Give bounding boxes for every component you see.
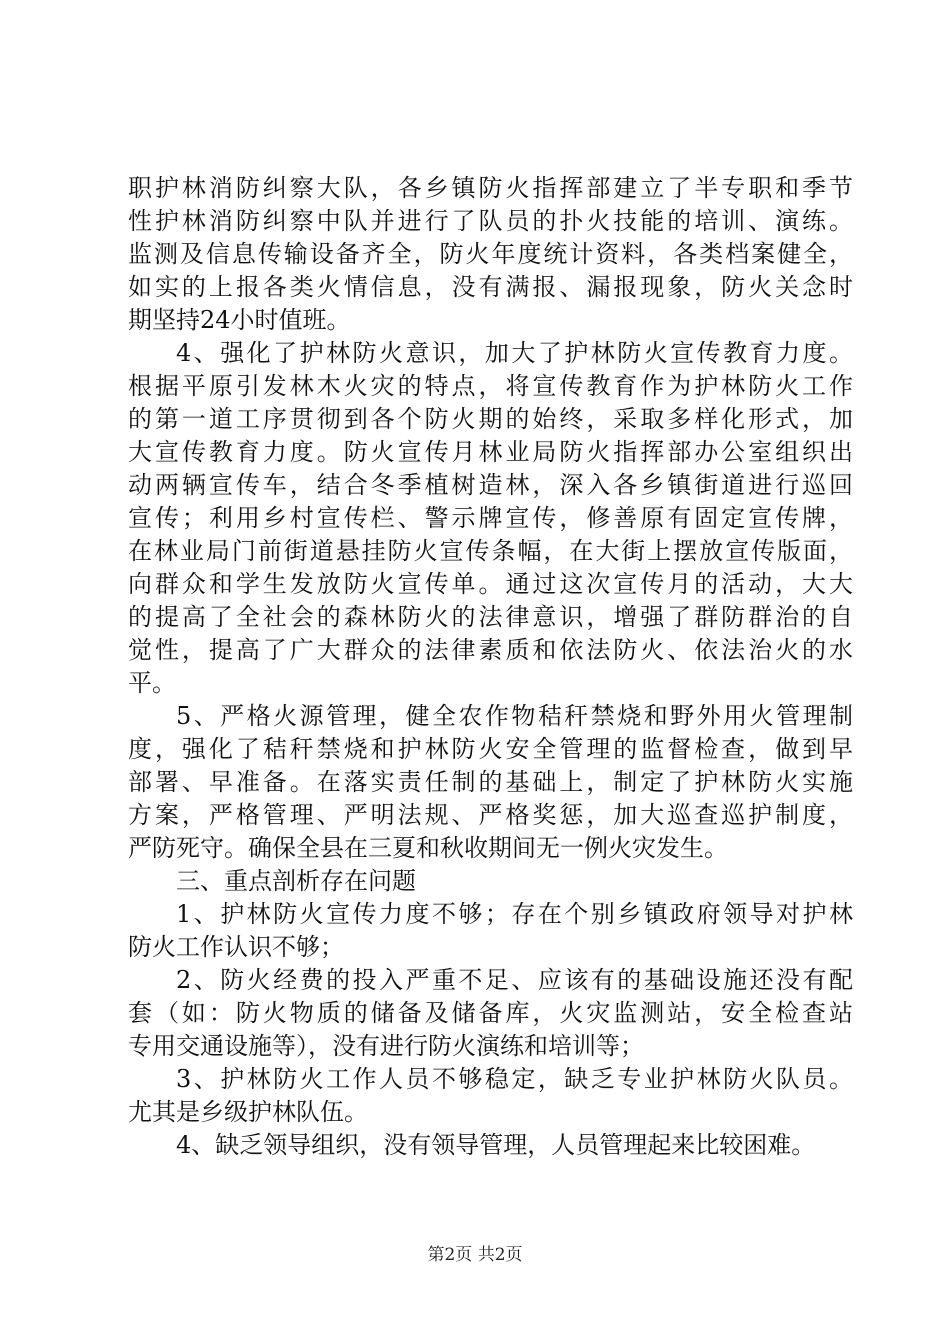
text-line: 在林业局门前街道悬挂防火宣传条幅，在大街上摆放宣传版面， (128, 537, 853, 565)
text-line: 严防死守。确保全县在三夏和秋收期间无一例火灾发生。 (128, 834, 728, 862)
text-line: 大宣传教育力度。防火宣传月林业局防火指挥部办公室组织出 (128, 438, 853, 466)
text-line: 平。 (128, 669, 176, 697)
text-line: 部署、早准备。在落实责任制的基础上，制定了护林防火实施 (128, 768, 853, 796)
text-line: 专用交通设施等），没有进行防火演练和培训等； (128, 1032, 644, 1060)
paragraph-first-line: 1、护林防火宣传力度不够；存在个别乡镇政府领导对护林 (176, 900, 853, 928)
text-line: 尤其是乡级护林队伍。 (128, 1098, 368, 1126)
text-line: 期坚持24小时值班。 (128, 306, 351, 334)
section-heading: 三、重点剖析存在问题 (176, 867, 416, 895)
paragraph-first-line: 3、护林防火工作人员不够稳定，缺乏专业护林防火队员。 (176, 1065, 853, 1093)
text-line: 防火工作认识不够； (128, 933, 344, 961)
paragraph-first-line: 4、强化了护林防火意识，加大了护林防火宣传教育力度。 (176, 339, 853, 367)
text-line: 动两辆宣传车，结合冬季植树造林，深入各乡镇街道进行巡回 (128, 471, 853, 499)
text-line: 的提高了全社会的森林防火的法律意识，增强了群防群治的自 (128, 603, 853, 631)
text-line: 的第一道工序贯彻到各个防火期的始终，采取多样化形式，加 (128, 405, 853, 433)
text-line: 觉性，提高了广大群众的法律素质和依法防火、依法治火的水 (128, 636, 853, 664)
document-body (128, 172, 853, 1162)
page-number-footer: 第2页 共2页 (427, 1245, 523, 1265)
text-line: 职护林消防纠察大队，各乡镇防火指挥部建立了半专职和季节 (128, 174, 853, 202)
text-line: 宣传；利用乡村宣传栏、警示牌宣传，修善原有固定宣传牌， (128, 504, 853, 532)
text-line: 套（如：防火物质的储备及储备库，火灾监测站，安全检查站 (128, 999, 853, 1027)
text-line: 向群众和学生发放防火宣传单。通过这次宣传月的活动，大大 (128, 570, 853, 598)
text-line: 根据平原引发林木火灾的特点，将宣传教育作为护林防火工作 (128, 372, 853, 400)
paragraph-first-line: 2、防火经费的投入严重不足、应该有的基础设施还没有配 (176, 966, 853, 994)
text-line: 监测及信息传输设备齐全，防火年度统计资料，各类档案健全， (128, 240, 853, 268)
text-line: 方案，严格管理、严明法规、严格奖惩，加大巡查巡护制度， (128, 801, 853, 829)
paragraph-first-line: 4、缺乏领导组织，没有领导管理，人员管理起来比较困难。 (176, 1131, 816, 1159)
text-line: 性护林消防纠察中队并进行了队员的扑火技能的培训、演练。 (128, 207, 853, 235)
text-line: 度，强化了秸秆禁烧和护林防火安全管理的监督检查，做到早 (128, 735, 853, 763)
paragraph-first-line: 5、严格火源管理，健全农作物秸秆禁烧和野外用火管理制 (176, 702, 853, 730)
text-line: 如实的上报各类火情信息，没有满报、漏报现象，防火关念时 (128, 273, 853, 301)
